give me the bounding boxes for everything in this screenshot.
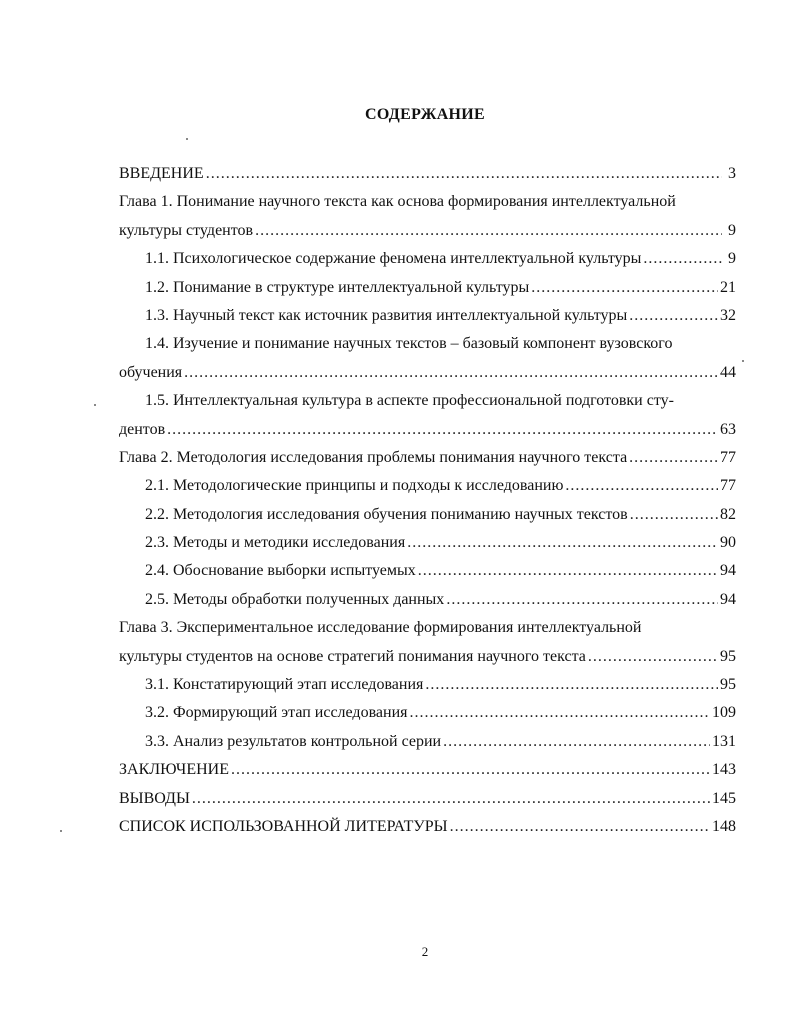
toc-entry-page: 3 — [728, 165, 736, 182]
toc-entry — [119, 444, 736, 472]
toc-entry-page: 131 — [712, 732, 736, 750]
toc-entry — [119, 671, 736, 699]
toc-entry — [119, 529, 736, 557]
toc-entry — [119, 785, 736, 813]
toc-leader-dots — [418, 557, 718, 585]
toc-leader-dots — [565, 472, 718, 500]
toc-entry-text: дентов — [119, 420, 166, 438]
toc-entry-text: Глава 2. Методология исследования проблемы понимания научного текста — [119, 448, 628, 466]
scan-speck — [94, 404, 96, 406]
toc-entry-text: ВЫВОДЫ — [119, 789, 190, 807]
toc-entry-page: 44 — [720, 363, 736, 381]
toc-entry-text: 1.1. Психологическое содержание феномена интеллектуальной культуры — [145, 250, 642, 268]
toc-entry-text: культуры студентов на основе стратегий понимания научного текста — [119, 647, 586, 665]
toc-entry — [119, 728, 736, 756]
toc-leader-dots — [588, 643, 718, 671]
toc-entry-text: 2.5. Методы обработки полученных данных — [145, 590, 445, 608]
toc-entry — [119, 699, 736, 727]
toc-entry — [119, 245, 736, 273]
toc-entry — [119, 586, 736, 614]
toc-entry-page: 94 — [720, 590, 736, 608]
page-title: СОДЕРЖАНИЕ — [364, 106, 486, 123]
toc-entry-text: 2.4. Обоснование выборки испытуемых — [145, 562, 416, 580]
toc-leader-dots — [192, 785, 710, 813]
toc-leader-dots — [446, 586, 718, 614]
toc-leader-dots — [531, 274, 718, 302]
toc-entry-text: обучения — [119, 363, 183, 381]
page-number: 2 — [421, 944, 429, 959]
toc-entry-page: 9 — [728, 221, 736, 239]
toc-entry — [119, 188, 736, 216]
toc-leader-dots — [450, 813, 710, 841]
toc-entry — [119, 330, 736, 358]
toc-entry-page: 21 — [720, 278, 736, 296]
toc-entry-text: 1.4. Изучение и понимание научных текстов – базовый компонент вузовского — [145, 335, 673, 353]
toc-entry-page: 94 — [720, 562, 736, 580]
toc-entry — [119, 501, 736, 529]
toc-entry — [119, 643, 736, 671]
toc-leader-dots — [643, 245, 722, 273]
toc-entry-page: 148 — [712, 817, 736, 835]
toc-entry-text: ВВЕДЕНИЕ — [119, 165, 204, 182]
scan-speck — [186, 138, 188, 140]
toc-entry — [119, 359, 736, 387]
toc-leader-dots — [255, 217, 722, 245]
toc-entry — [119, 614, 736, 642]
toc-entry-page: 63 — [720, 420, 736, 438]
toc-leader-dots — [410, 699, 711, 727]
toc-entry-page: 9 — [728, 250, 736, 268]
toc-entry-text: СПИСОК ИСПОЛЬЗОВАННОЙ ЛИТЕРАТУРЫ — [119, 817, 448, 835]
toc-leader-dots — [231, 756, 710, 784]
toc-entry-text: 2.2. Методология исследования обучения пониманию научных текстов — [145, 505, 628, 523]
toc-entry-page: 82 — [720, 505, 736, 523]
toc-entry — [119, 302, 736, 330]
toc-entry — [119, 557, 736, 585]
toc-entry-text: 2.3. Методы и методики исследования — [145, 534, 406, 552]
toc-entry-text: 2.1. Методологические принципы и подходы к исследованию — [145, 477, 564, 495]
toc-entry — [119, 756, 736, 784]
toc-entry-page: 143 — [712, 761, 736, 779]
toc-leader-dots — [206, 160, 722, 188]
toc-leader-dots — [407, 529, 718, 557]
scan-speck — [742, 360, 744, 362]
toc-entry-text: 1.2. Понимание в структуре интеллектуальной культуры — [145, 278, 530, 296]
toc-entry-text: Глава 1. Понимание научного текста как основа формирования интеллектуальной — [119, 193, 676, 211]
toc-entry-page: 145 — [712, 789, 736, 807]
toc-entry-text: 1.3. Научный текст как источник развития интеллектуальной культуры — [145, 306, 628, 324]
toc-entry-page: 77 — [720, 448, 736, 466]
toc-leader-dots — [629, 302, 718, 330]
toc-entry-text: 1.5. Интеллектуальная культура в аспекте профессиональной подготовки сту- — [145, 392, 674, 410]
toc-entry — [119, 387, 736, 415]
toc-entry — [119, 274, 736, 302]
toc-leader-dots — [443, 728, 710, 756]
toc-entry-page: 77 — [720, 477, 736, 495]
toc-leader-dots — [425, 671, 718, 699]
toc-leader-dots — [629, 444, 718, 472]
scan-speck — [60, 830, 62, 832]
toc-entry — [119, 217, 736, 245]
toc-leader-dots — [167, 416, 718, 444]
table-of-contents — [119, 160, 736, 841]
toc-leader-dots — [630, 501, 718, 529]
toc-entry-page: 95 — [720, 647, 736, 665]
toc-entry-page: 32 — [720, 306, 736, 324]
toc-entry — [119, 472, 736, 500]
toc-entry — [119, 813, 736, 841]
toc-entry-page: 95 — [720, 676, 736, 694]
toc-entry-text: Глава 3. Экспериментальное исследование формирования интеллектуальной — [119, 619, 642, 637]
toc-entry-text: ЗАКЛЮЧЕНИЕ — [119, 761, 229, 779]
toc-entry-text: 3.2. Формирующий этап исследования — [145, 704, 408, 722]
toc-entry — [119, 416, 736, 444]
toc-entry — [119, 160, 736, 188]
toc-entry-page: 109 — [712, 704, 736, 722]
toc-entry-page: 90 — [720, 534, 736, 552]
toc-leader-dots — [184, 359, 718, 387]
toc-entry-text: культуры студентов — [119, 221, 254, 239]
toc-entry-text: 3.1. Констатирующий этап исследования — [145, 676, 424, 694]
toc-entry-text: 3.3. Анализ результатов контрольной серии — [145, 732, 442, 750]
